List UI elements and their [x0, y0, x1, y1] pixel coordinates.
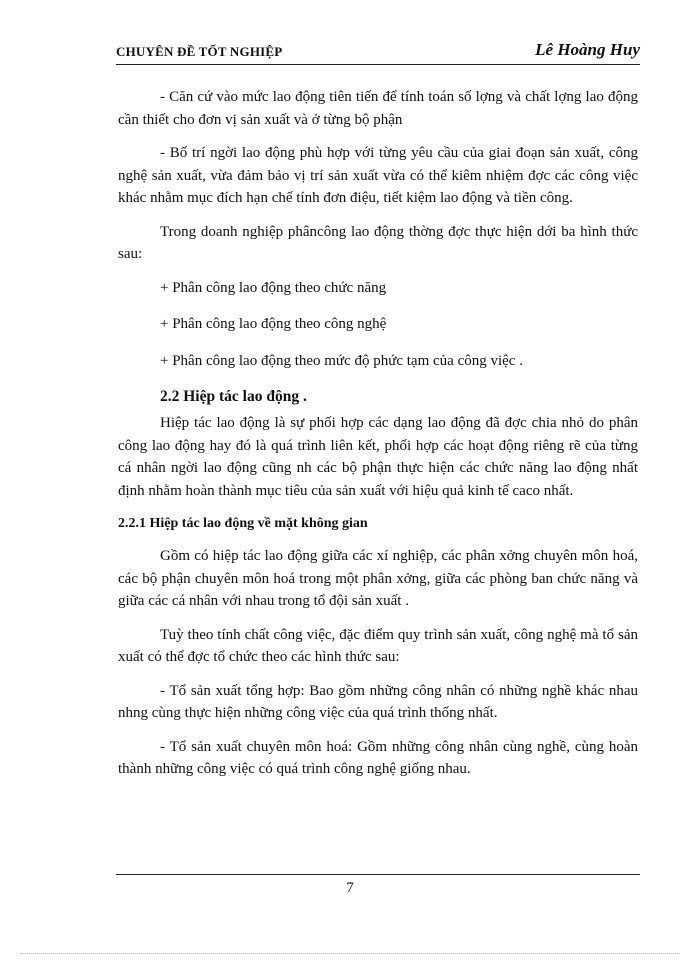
- page-number: 7: [346, 880, 354, 896]
- document-title: CHUYÊN ĐỀ TỐT NGHIỆP: [116, 44, 283, 59]
- section-heading-2-2-1: 2.2.1 Hiệp tác lao động về mặt không gian: [118, 516, 368, 531]
- paragraph-2: - Bố trí ngời lao động phù hợp với từng yêu cầu của giai đoạn sản xuất, công nghệ sản xuất, vừa đảm bảo vị trí sản xuất vừa có thể kiêm nhiệm đợc các công việc khác nhằm mục đích hạn chế tính đơn điệu, tiết kiệm lao động và tiền công.: [118, 145, 638, 206]
- paragraph-8: - Tổ sản xuất chuyên môn hoá: Gồm những công nhân cùng nghề, cùng hoàn thành những công việc có quá trình công nghệ giống nhau.: [118, 738, 638, 777]
- paragraph-3: Trong doanh nghiệp phâncông lao động thờng đợc thực hiện dới ba hình thức sau:: [118, 223, 638, 262]
- page-header: [116, 38, 640, 65]
- page-bottom-border: [20, 953, 680, 954]
- paragraph-6: Tuỳ theo tính chất công việc, đặc điểm quy trình sản xuất, công nghệ mà tổ sản xuất có thể đợc tổ chức theo các hình thức sau:: [118, 626, 638, 665]
- list-item-1: + Phân công lao động theo chức năng: [160, 279, 387, 296]
- paragraph-7: - Tổ sản xuất tổng hợp: Bao gồm những công nhân có những nghề khác nhau nhng cùng thực hiện những công việc của quá trình thống nhất.: [118, 682, 638, 721]
- paragraph-5: Gồm có hiệp tác lao động giữa các xí nghiệp, các phân xởng chuyên môn hoá, các bộ phận chuyên môn hoá trong một phân xởng, giữa các phòng ban chức năng và giữa các cá nhân với nhau trong tổ đội sản xuất .: [118, 548, 638, 609]
- list-item-3: + Phân công lao động theo mức độ phức tạm của công việc .: [160, 352, 523, 369]
- document-body: [118, 86, 638, 792]
- paragraph-1: - Căn cứ vào mức lao động tiên tiến để tính toán số lợng và chất lợng lao động cần thiết cho đơn vị sản xuất và ở từng bộ phận: [118, 89, 638, 128]
- author-name: Lê Hoàng Huy: [535, 40, 640, 59]
- footer-divider: [116, 874, 640, 875]
- paragraph-4: Hiệp tác lao động là sự phối hợp các dạng lao động đã đợc chia nhỏ do phân công lao động hay đó là quá trình liên kết, phối hợp các hoạt động riêng rẽ của từng cá nhân ngời lao động cũng nh các bộ phận thực hiện các chức năng lao động nhất định nhằm hoàn thành mục tiêu của sản xuất với hiệu quả kinh tế caco nhất.: [118, 415, 638, 499]
- list-item-2: + Phân công lao động theo công nghệ: [160, 316, 387, 332]
- section-heading-2-2: 2.2 Hiệp tác lao động .: [160, 388, 307, 405]
